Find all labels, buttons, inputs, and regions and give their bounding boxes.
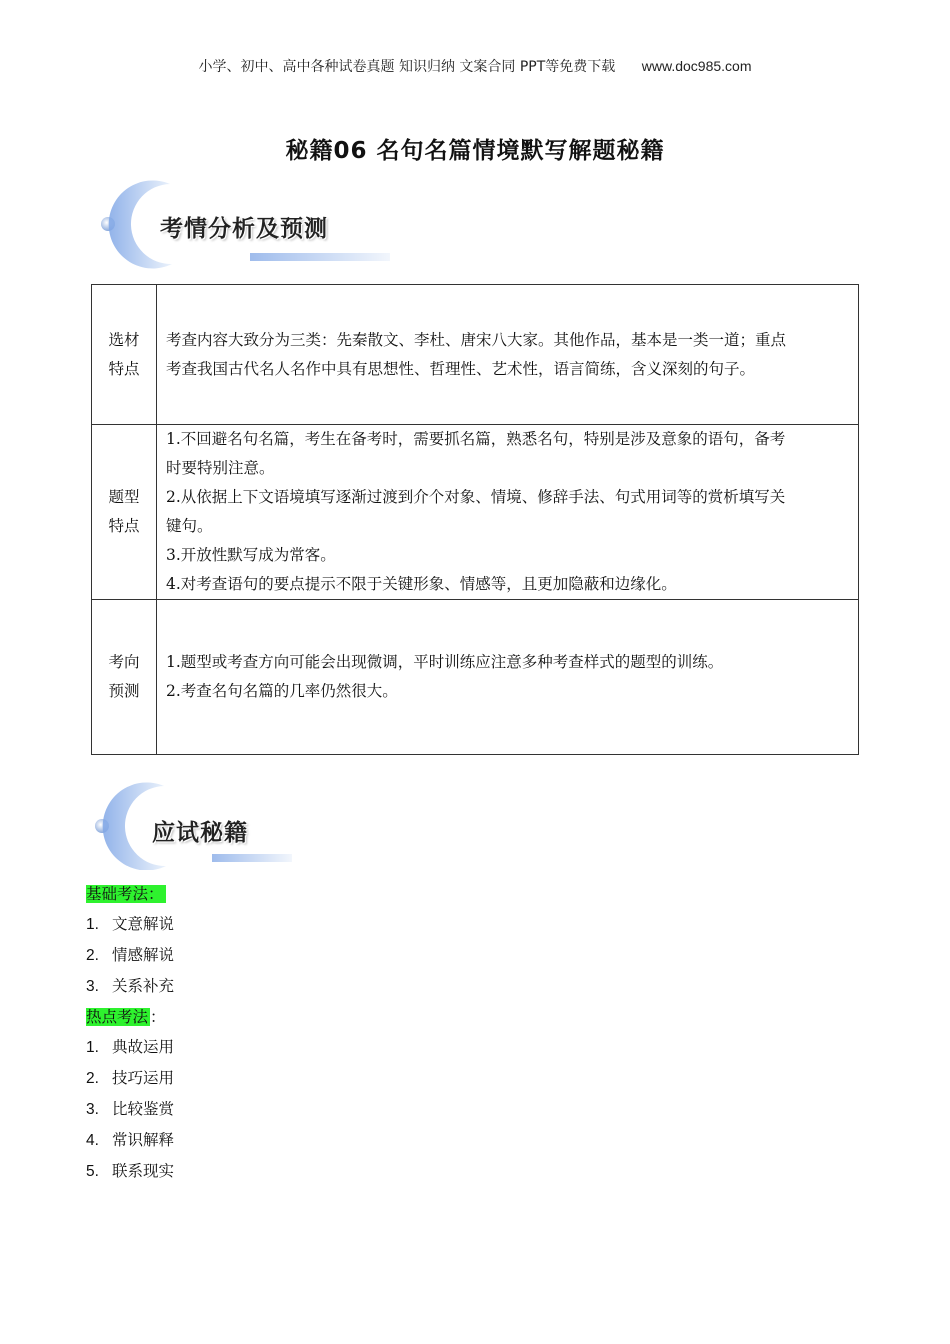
row-head	[92, 285, 157, 425]
item-text: 文意解说	[112, 915, 175, 933]
item-number: 5.	[86, 1163, 99, 1180]
row-head	[92, 425, 157, 600]
header-text: 小学、初中、高中各种试卷真题 知识归纳 文案合同 PPT等免费下载	[198, 59, 616, 75]
item-text: 技巧运用	[112, 1069, 175, 1087]
banner-label: 考情分析及预测	[160, 216, 328, 242]
item-text: 常识解释	[112, 1131, 175, 1149]
item-text: 典故运用	[112, 1038, 175, 1056]
row-head-text: 考向	[108, 653, 140, 671]
table-row	[92, 425, 859, 600]
row-content	[157, 425, 859, 600]
list-item	[86, 1037, 174, 1068]
item-number: 1.	[86, 916, 99, 933]
section-banner-strategy	[92, 782, 302, 870]
item-text: 比较鉴赏	[112, 1100, 175, 1118]
content-line: 3.开放性默写成为常客。	[166, 546, 336, 564]
row-head-text: 特点	[108, 359, 140, 378]
item-text: 联系现实	[112, 1162, 175, 1180]
list-item	[86, 945, 174, 976]
item-number: 1.	[86, 1039, 99, 1056]
content-line: 1.不回避名句名篇，考生在备考时，需要抓名篇，熟悉名句，特别是涉及意象的语句，备考	[166, 430, 786, 448]
list-item	[86, 1161, 174, 1192]
basic-methods-heading	[86, 884, 166, 904]
row-head-text: 选材	[108, 330, 140, 349]
content-line: 2.考查名句名篇的几率仍然很大。	[166, 682, 398, 700]
item-number: 3.	[86, 978, 99, 995]
content-line: 键句。	[166, 517, 213, 535]
hot-methods-list	[86, 1037, 174, 1192]
basic-methods-list	[86, 914, 174, 1007]
item-text: 关系补充	[112, 977, 175, 995]
hot-methods-heading	[86, 1007, 166, 1027]
row-content	[157, 600, 859, 755]
list-item	[86, 914, 174, 945]
content-line: 4.对考查语句的要点提示不限于关键形象、情感等，且更加隐蔽和边缘化。	[166, 575, 677, 593]
row-head-text: 预测	[108, 682, 140, 700]
header-site[interactable]: www.doc985.com	[641, 58, 752, 74]
item-number: 2.	[86, 947, 99, 964]
list-item	[86, 1130, 174, 1161]
list-item	[86, 1099, 174, 1130]
item-number: 2.	[86, 1070, 99, 1087]
hot-methods-suffix: ：	[150, 1008, 166, 1026]
row-head-text: 题型	[108, 488, 140, 506]
item-text: 情感解说	[112, 946, 175, 964]
hot-methods-label: 热点考法	[86, 1008, 149, 1026]
content-line: 考查我国古代名人名作中具有思想性、哲理性、艺术性，语言简练，含义深刻的句子。	[166, 359, 756, 378]
table-row	[92, 285, 859, 425]
content-line: 1.题型或考查方向可能会出现微调，平时训练应注意多种考查样式的题型的训练。	[166, 653, 724, 671]
content-line: 考查内容大致分为三类：先秦散文、李杜、唐宋八大家。其他作品，基本是一类一道；重点	[166, 330, 787, 349]
list-item	[86, 976, 174, 1007]
content-line: 时要特别注意。	[166, 459, 275, 477]
item-number: 4.	[86, 1132, 99, 1149]
list-item	[86, 1068, 174, 1099]
row-content	[157, 285, 859, 425]
basic-methods-label: 基础考法：	[86, 885, 164, 903]
table-row	[92, 600, 859, 755]
page-header	[0, 56, 950, 76]
page-title: 秘籍06 名句名篇情境默写解题秘籍	[285, 138, 665, 164]
row-head-text: 特点	[108, 517, 140, 535]
content-line: 2.从依据上下文语境填写逐渐过渡到介个对象、情境、修辞手法、句式用词等的赏析填写关	[166, 488, 786, 506]
row-head	[92, 600, 157, 755]
banner-label: 应试秘籍	[152, 820, 248, 846]
section-banner-analysis	[100, 180, 400, 270]
analysis-table	[91, 284, 859, 755]
item-number: 3.	[86, 1101, 99, 1118]
